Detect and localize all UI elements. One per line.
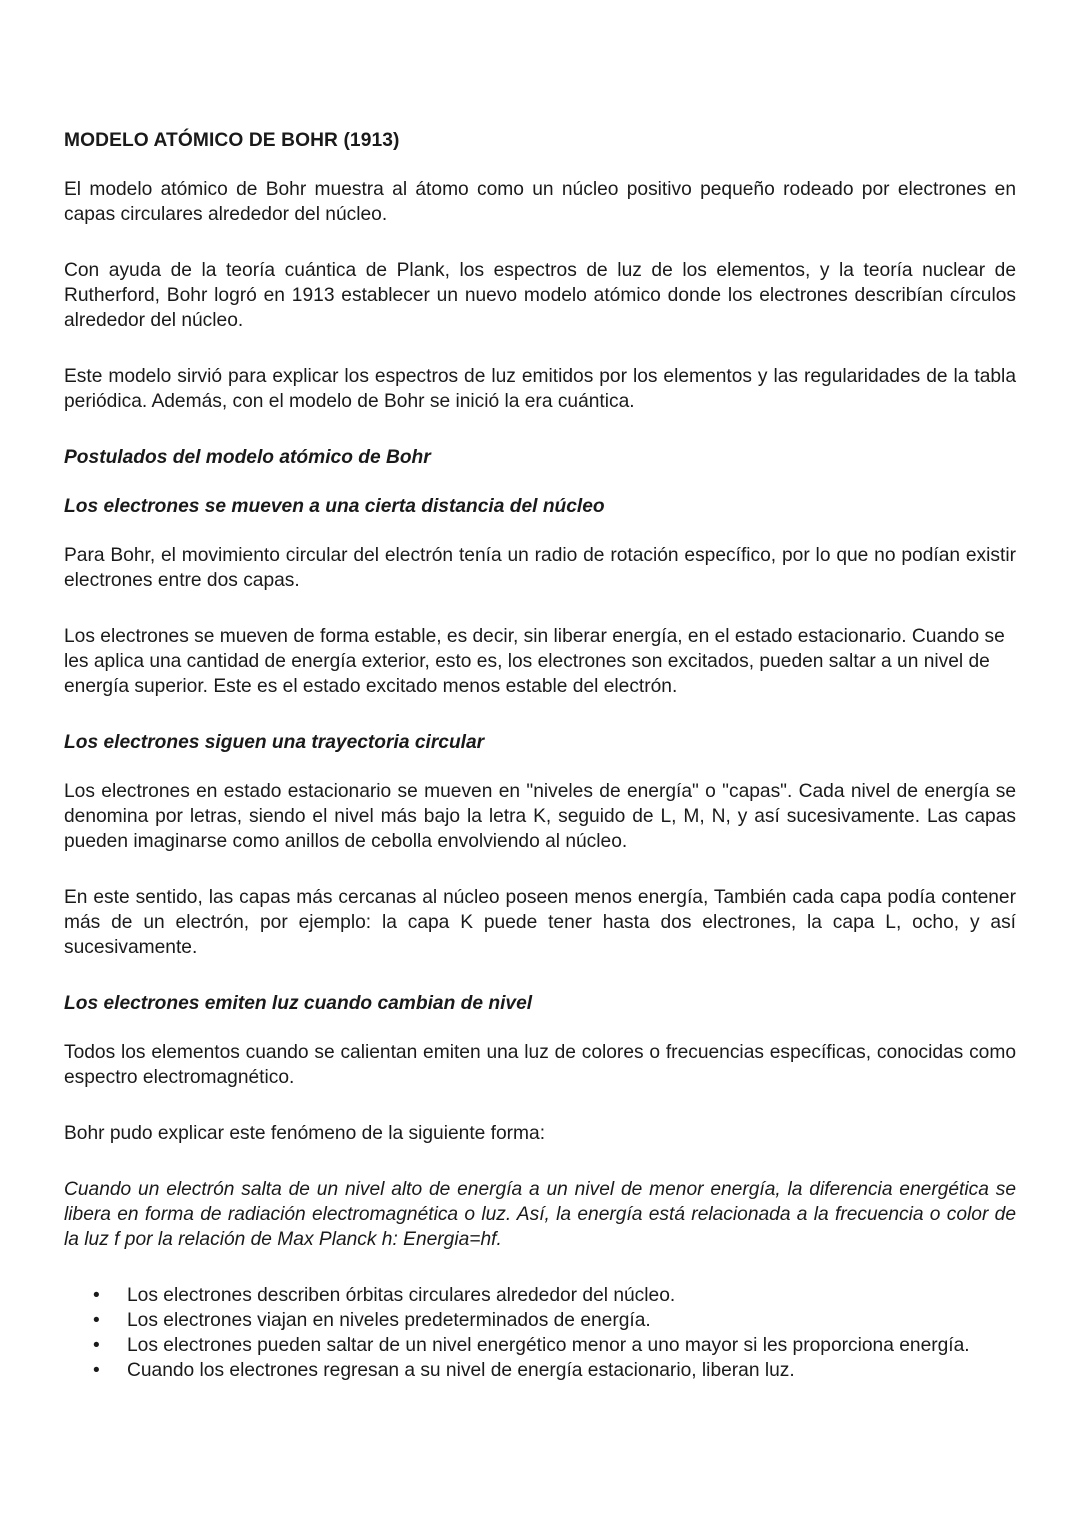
- bullet-icon: •: [93, 1285, 100, 1306]
- postulates-heading: Postulados del modelo atómico de Bohr: [64, 447, 431, 468]
- section-paragraph: Para Bohr, el movimiento circular del electrón tenía un radio de rotación específico, por lo que no podían existir electrones entre dos capas.: [64, 545, 1016, 591]
- list-item: [64, 1283, 1016, 1308]
- section-heading: Los electrones emiten luz cuando cambian de nivel: [64, 993, 533, 1014]
- section-paragraph: Bohr pudo explicar este fenómeno de la siguiente forma:: [64, 1123, 546, 1144]
- section-paragraph: Los electrones en estado estacionario se mueven en "niveles de energía" o "capas". Cada nivel de energía se denomina por letras, siendo el nivel más bajo la letra K, seguido de L, M, N, y así sucesivamente. Las capas pueden imaginarse como anillos de cebolla envolviendo al núcleo.: [64, 781, 1016, 852]
- postulates-list: [64, 1283, 1016, 1383]
- document-page: [64, 128, 1016, 1383]
- section-paragraph: Los electrones se mueven de forma estable, es decir, sin liberar energía, en el estado estacionario. Cuando se les aplica una cantidad de energía exterior, esto es, los electrones son excitados, pueden saltar a un nivel de energía superior. Este es el estado excitado menos estable del electrón.: [64, 626, 1005, 697]
- list-item: [64, 1308, 1016, 1333]
- section-heading: Los electrones siguen una trayectoria circular: [64, 732, 485, 753]
- bullet-icon: •: [93, 1360, 100, 1381]
- section-heading: Los electrones se mueven a una cierta distancia del núcleo: [64, 496, 605, 517]
- bullet-icon: •: [93, 1335, 100, 1356]
- planck-quote: Cuando un electrón salta de un nivel alto de energía a un nivel de menor energía, la diferencia energética se libera en forma de radiación electromagnética o luz. Así, la energía está relacionada a la frecuencia o color de la luz f por la relación de Max Planck h: Energia=hf.: [64, 1179, 1016, 1250]
- list-item-text: Cuando los electrones regresan a su nivel de energía estacionario, liberan luz.: [127, 1360, 795, 1381]
- list-item-text: Los electrones pueden saltar de un nivel energético menor a uno mayor si les proporciona energía.: [127, 1335, 970, 1356]
- list-item-text: Los electrones describen órbitas circulares alrededor del núcleo.: [127, 1285, 676, 1306]
- intro-paragraph: Este modelo sirvió para explicar los espectros de luz emitidos por los elementos y las regularidades de la tabla periódica. Además, con el modelo de Bohr se inició la era cuántica.: [64, 366, 1016, 412]
- section-paragraph: Todos los elementos cuando se calientan emiten una luz de colores o frecuencias específicas, conocidas como espectro electromagnético.: [64, 1042, 1016, 1088]
- list-item: [64, 1333, 1016, 1358]
- list-item: [64, 1358, 1016, 1383]
- section-paragraph: En este sentido, las capas más cercanas al núcleo poseen menos energía, También cada capa podía contener más de un electrón, por ejemplo: la capa K puede tener hasta dos electrones, la capa L, ocho, y así sucesivamente.: [64, 887, 1016, 958]
- list-item-text: Los electrones viajan en niveles predeterminados de energía.: [127, 1310, 651, 1331]
- intro-paragraph: El modelo atómico de Bohr muestra al átomo como un núcleo positivo pequeño rodeado por electrones en capas circulares alrededor del núcleo.: [64, 179, 1016, 225]
- intro-paragraph: Con ayuda de la teoría cuántica de Plank, los espectros de luz de los elementos, y la teoría nuclear de Rutherford, Bohr logró en 1913 establecer un nuevo modelo atómico donde los electrones describían círculos alrededor del núcleo.: [64, 260, 1016, 331]
- bullet-icon: •: [93, 1310, 100, 1331]
- document-title: MODELO ATÓMICO DE BOHR (1913): [64, 130, 400, 151]
